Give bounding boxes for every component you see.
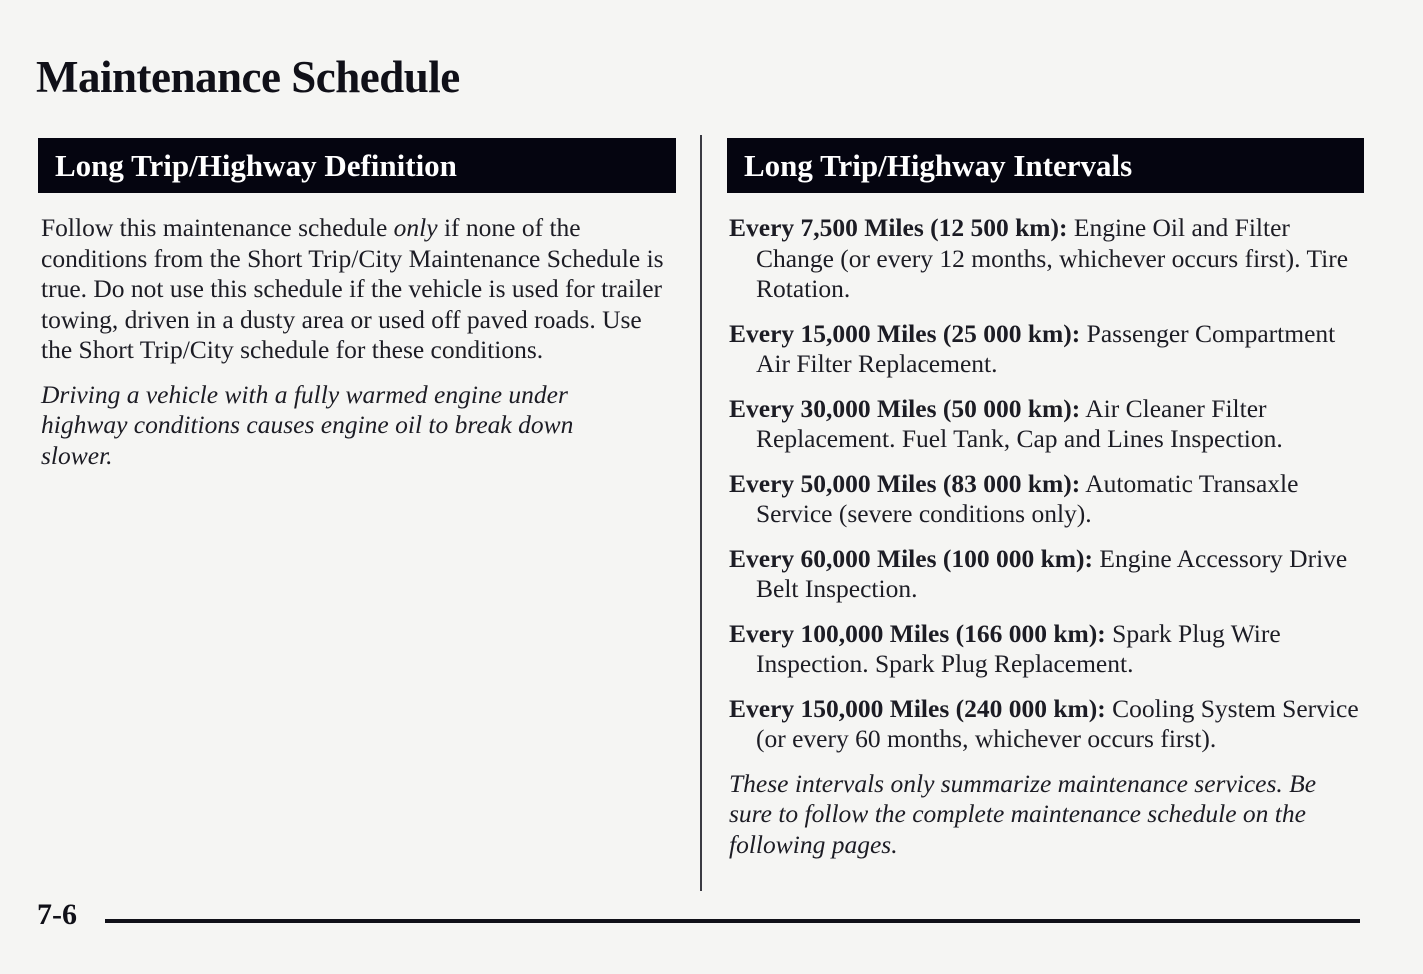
definition-paragraph	[38, 213, 676, 366]
interval-text: Engine Accessory Drive Belt Inspection.	[756, 543, 1348, 603]
definition-section	[38, 138, 676, 471]
interval-text: Passenger Compartment Air Filter Replacement.	[756, 318, 1336, 378]
interval-item	[727, 394, 1364, 455]
interval-text: Spark Plug Wire Inspection. Spark Plug Replacement.	[756, 618, 1281, 678]
intervals-section	[727, 138, 1364, 860]
footer-rule	[105, 919, 1360, 923]
page-number: 7-6	[37, 898, 77, 931]
interval-heading: Every 30,000 Miles (50 000 km):	[729, 393, 1081, 423]
interval-text: Engine Oil and Filter Change (or every 12 months, whichever occurs first). Tire Rotation.	[756, 213, 1349, 303]
interval-heading: Every 7,500 Miles (12 500 km):	[729, 213, 1068, 242]
interval-heading: Every 15,000 Miles (25 000 km):	[729, 318, 1081, 348]
column-divider	[700, 135, 702, 891]
interval-heading: Every 50,000 Miles (83 000 km):	[729, 468, 1081, 498]
interval-text: Cooling System Service (or every 60 months, whichever occurs first).	[756, 693, 1359, 753]
definition-emphasis: only	[393, 213, 438, 242]
definition-header: Long Trip/Highway Definition	[38, 138, 676, 193]
interval-text: Automatic Transaxle Service (severe conditions only).	[756, 468, 1299, 528]
definition-text-start: Follow this maintenance schedule	[41, 213, 394, 242]
intervals-header: Long Trip/Highway Intervals	[727, 138, 1364, 193]
intervals-note: These intervals only summarize maintenance services. Be sure to follow the complete maintenance schedule on the following pages.	[729, 768, 1317, 859]
interval-item	[727, 469, 1364, 530]
definition-note: Driving a vehicle with a fully warmed engine under highway conditions causes engine oil to break down slower.	[41, 379, 574, 470]
interval-text: Air Cleaner Filter Replacement. Fuel Tank, Cap and Lines Inspection.	[756, 393, 1283, 453]
interval-heading: Every 150,000 Miles (240 000 km):	[729, 693, 1106, 723]
interval-heading: Every 60,000 Miles (100 000 km):	[729, 543, 1094, 573]
page-title: Maintenance Schedule	[36, 52, 460, 102]
interval-item	[727, 619, 1364, 680]
interval-item	[727, 694, 1364, 755]
definition-text-end: if none of the conditions from the Short Trip/City Maintenance Schedule is true. Do not use this schedule if the vehicle is used for trailer towing, driven in a dusty area or used off paved roads. Use the Short Trip/City schedule for these conditions.	[41, 213, 664, 364]
interval-heading: Every 100,000 Miles (166 000 km):	[729, 618, 1106, 648]
interval-item	[727, 319, 1364, 380]
interval-item	[727, 544, 1364, 605]
intervals-list	[727, 213, 1364, 755]
interval-item	[727, 213, 1364, 305]
